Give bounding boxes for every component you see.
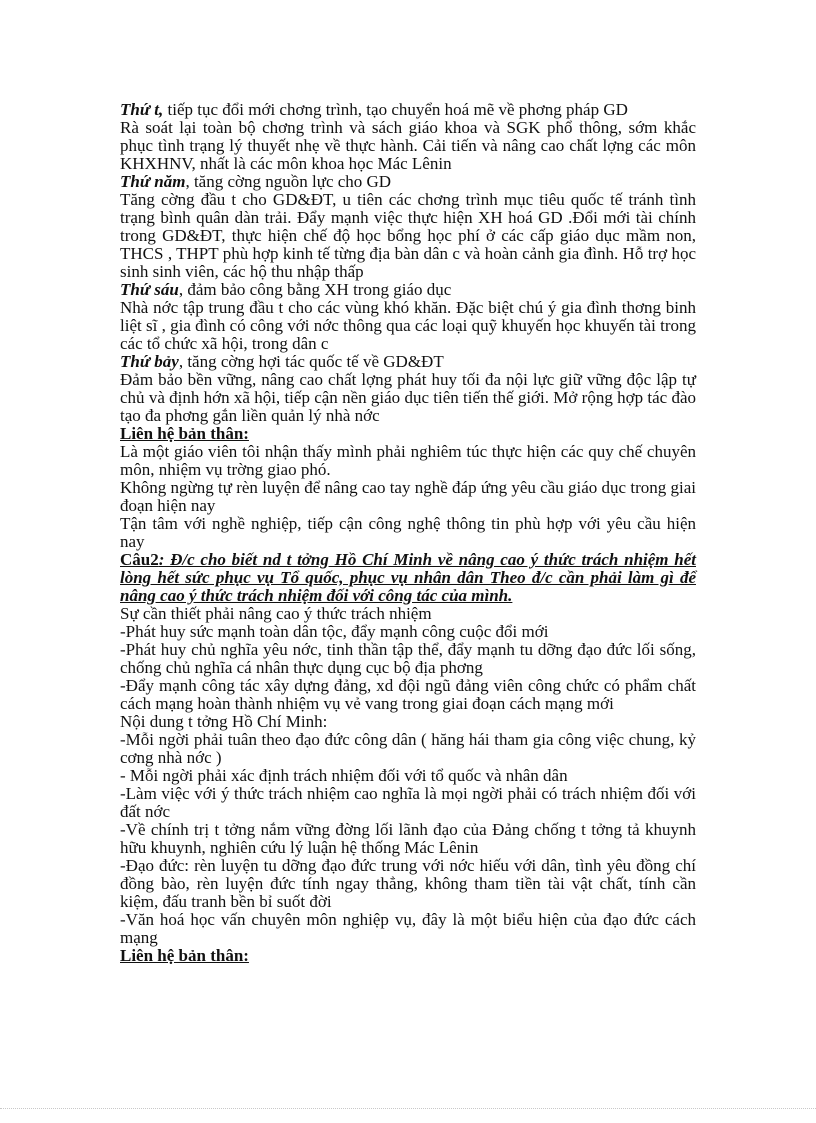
paragraph bbox=[120, 479, 696, 515]
paragraph bbox=[120, 767, 696, 785]
styled-text-run: Thứ sáu bbox=[120, 280, 179, 299]
paragraph bbox=[120, 443, 696, 479]
styled-text-run: Thứ năm bbox=[120, 172, 186, 191]
paragraph bbox=[120, 731, 696, 767]
styled-text-run: Liên hệ bản thân: bbox=[120, 424, 249, 443]
text-run: Tận tâm với nghề nghiệp, tiếp cận công nghệ thông tin phù hợp với yêu cầu hiện nay bbox=[120, 514, 696, 551]
styled-text-run: : Đ/c cho biết nd t tởng Hồ Chí Minh về nâng cao ý thức trách nhiệm hết lòng hết sức phục vụ Tổ quốc, phục vụ nhân dân Theo đ/c cần phải làm gì để nâng cao ý thức trách nhiệm đối với công tác của mình. bbox=[120, 550, 696, 605]
text-run: , tăng cờng nguồn lực cho GD bbox=[185, 172, 392, 191]
paragraph bbox=[120, 119, 696, 173]
paragraph bbox=[120, 515, 696, 551]
text-run: , đảm bảo công bằng XH trong giáo dục bbox=[178, 280, 452, 299]
paragraph bbox=[120, 677, 696, 713]
text-run: -Về chính trị t tởng nắm vững đờng lối lãnh đạo của Đảng chống t tởng tả khuynh hữu khuynh, nghiên cứu lý luận hệ thống Mác Lênin bbox=[120, 820, 696, 857]
text-run: - Mỗi ngời phải xác định trách nhiệm đối với tổ quốc và nhân dân bbox=[120, 766, 568, 785]
paragraph bbox=[120, 821, 696, 857]
text-run: -Phát huy chủ nghĩa yêu nớc, tinh thần tập thể, đẩy mạnh tu dỡng đạo đức lối sống, chống chủ nghĩa cá nhân thực dụng cục bộ địa phơng bbox=[120, 640, 696, 677]
text-run: Không ngừng tự rèn luyện để nâng cao tay nghề đáp ứng yêu cầu giáo dục trong giai đoạn hiện nay bbox=[120, 478, 696, 515]
paragraph bbox=[120, 173, 696, 191]
styled-text-run: Liên hệ bản thân: bbox=[120, 946, 249, 965]
styled-text-run: Thứ bảy bbox=[120, 352, 179, 371]
text-run: Đảm bảo bền vững, nâng cao chất lợng phát huy tối đa nội lực giữ vững độc lập tự chủ và định hớn xã hội, tiếp cận nền giáo dục tiên tiến thế giới. Mở rộng hợp tác đào tạo đa phơng gắn liền quản lý nhà nớc bbox=[120, 370, 696, 425]
text-run: Sự cần thiết phải nâng cao ý thức trách nhiệm bbox=[120, 604, 432, 623]
text-run: , tăng cờng hợi tác quốc tế về GD&ĐT bbox=[178, 352, 444, 371]
paragraph bbox=[120, 623, 696, 641]
text-run: -Phát huy sức mạnh toàn dân tộc, đẩy mạnh công cuộc đổi mới bbox=[120, 622, 549, 641]
paragraph bbox=[120, 857, 696, 911]
text-run: tiếp tục đổi mới chơng trình, tạo chuyển hoá mẽ về phơng pháp GD bbox=[163, 100, 628, 119]
text-run: -Đạo đức: rèn luyện tu dỡng đạo đức trung với nớc hiếu với dân, tình yêu đồng chí đồng bào, rèn luyện đức tính ngay thẳng, không tham tiền tài vật chất, tính cần kiệm, đấu tranh bền bỉ suốt đời bbox=[120, 856, 696, 911]
paragraph bbox=[120, 713, 696, 731]
paragraph bbox=[120, 371, 696, 425]
paragraph bbox=[120, 191, 696, 281]
document-body bbox=[120, 101, 696, 965]
styled-text-run: Thứ t, bbox=[120, 100, 164, 119]
styled-text-run: Câu2 bbox=[120, 550, 159, 569]
text-run: Là một giáo viên tôi nhận thấy mình phải nghiêm túc thực hiện các quy chế chuyên môn, nhiệm vụ trờng giao phó. bbox=[120, 442, 696, 479]
paragraph bbox=[120, 281, 696, 299]
paragraph bbox=[120, 785, 696, 821]
text-run: Nội dung t tởng Hồ Chí Minh: bbox=[120, 712, 328, 731]
text-run: Tăng cờng đầu t cho GD&ĐT, u tiên các chơng trình mục tiêu quốc tế tránh tình trạng bình quân dàn trải. Đẩy mạnh việc thực hiện XH hoá GD .Đổi mới tài chính trong GD&ĐT, thực hiện chế độ học bổng học phí ở các cấp giáo dục mầm non, THCS , THPT phù hợp kinh tế từng địa bàn dân c và hoàn cảnh gia đình. Hỗ trợ học sinh sinh viên, các hộ thu nhập thấp bbox=[120, 190, 696, 281]
paragraph bbox=[120, 299, 696, 353]
text-run: -Văn hoá học vấn chuyên môn nghiệp vụ, đây là một biểu hiện của đạo đức cách mạng bbox=[120, 910, 696, 947]
text-run: Nhà nớc tập trung đầu t cho các vùng khó khăn. Đặc biệt chú ý gia đình thơng binh liệt sĩ , gia đình có công với nớc thông qua các loại quỹ khuyến học khuyến tài trong các tổ chức xã hội, trong dân c bbox=[120, 298, 696, 353]
paragraph bbox=[120, 101, 696, 119]
paragraph bbox=[120, 605, 696, 623]
paragraph bbox=[120, 911, 696, 947]
paragraph bbox=[120, 947, 696, 965]
text-run: Rà soát lại toàn bộ chơng trình và sách giáo khoa và SGK phổ thông, sớm khắc phục tình trạng lý thuyết nhẹ về thực hành. Cải tiến và nâng cao chất lợng các môn KHXHNV, nhất là các môn khoa học Mác Lênin bbox=[120, 118, 696, 173]
paragraph bbox=[120, 353, 696, 371]
page-bottom-border bbox=[0, 1108, 816, 1110]
text-run: -Làm việc với ý thức trách nhiệm cao nghĩa là mọi ngời phải có trách nhiệm đối với đất nớc bbox=[120, 784, 696, 821]
paragraph bbox=[120, 641, 696, 677]
text-run: -Mỗi ngời phải tuân theo đạo đức công dân ( hăng hái tham gia công việc chung, kỷ cơng nhà nớc ) bbox=[120, 730, 696, 767]
text-run: -Đẩy mạnh công tác xây dựng đảng, xd đội ngũ đảng viên công chức có phẩm chất cách mạng hoàn thành nhiệm vụ vẻ vang trong giai đoạn cách mạng mới bbox=[120, 676, 696, 713]
paragraph bbox=[120, 551, 696, 605]
paragraph bbox=[120, 425, 696, 443]
